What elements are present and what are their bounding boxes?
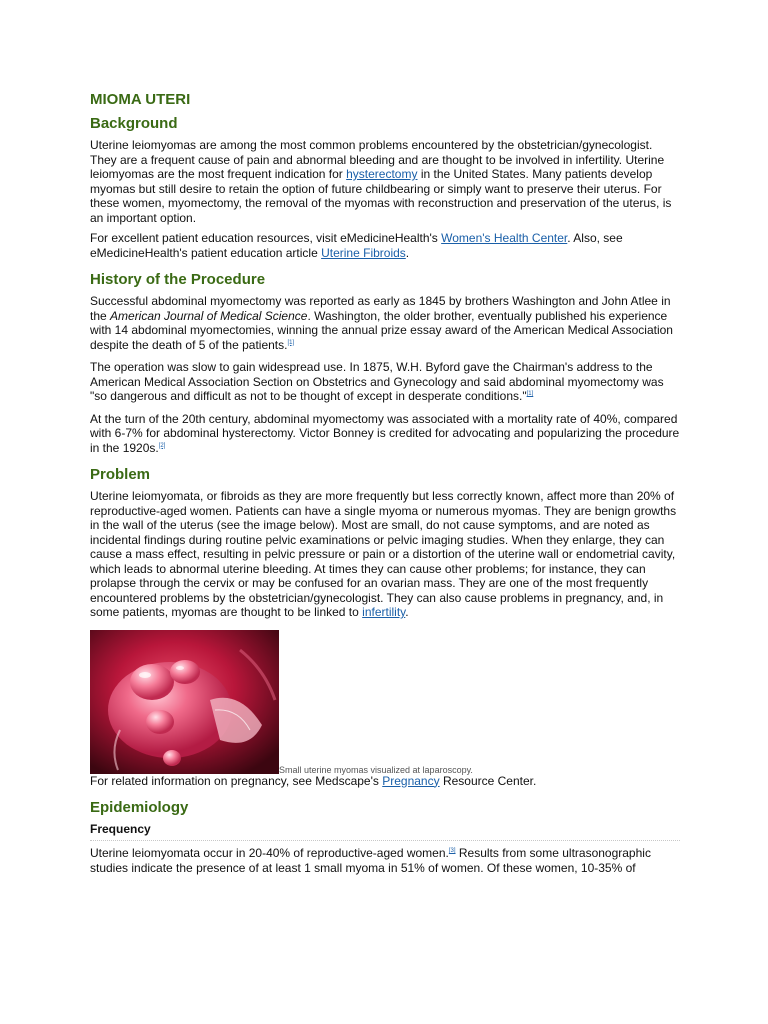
- page-title: MIOMA UTERI: [90, 91, 191, 108]
- problem-paragraph-1: Uterine leiomyomata, or fibroids as they are more frequently but less correctly known, affect more than 20% of reproductive-aged women. Patients can have a single myoma or numerous myomas. They are benign growths in the wall of the uterus (see the image below). Most are small, do not cause symptoms, and are noted as incidental findings during routine pelvic examinations or pelvic imaging studies. When they enlarge, they can cause a mass effect, resulting in pelvic pressure or pain or a distortion of the uterine wall or endometrial cavity, which leads to abnormal uterine bleeding. At times they can cause other problems; for instance, they can prolapse through the cervix or may be confused for an ovarian mass. They are one of the most frequently encountered problems by the obstetrician/gynecologist. They can also cause problems in pregnancy, and, in some patients, myomas are thought to be linked to infertility.: [90, 489, 677, 619]
- history-heading: History of the Procedure: [90, 271, 266, 288]
- history-paragraph-3: At the turn of the 20th century, abdominal myomectomy was associated with a mortality rate of 40%, compared with 6-7% for abdominal hysterectomy. Victor Bonney is credited for advocating and popularizing the procedure in the 1920s.[2]: [90, 411, 680, 455]
- womens-health-center-link[interactable]: Women's Health Center: [441, 231, 568, 245]
- image-caption: Small uterine myomas visualized at laparoscopy.: [279, 764, 473, 775]
- problem-paragraph-2: For related information on pregnancy, see Medscape's Pregnancy Resource Center.: [90, 773, 537, 788]
- hysterectomy-link[interactable]: hysterectomy: [346, 167, 418, 181]
- pregnancy-link[interactable]: Pregnancy: [382, 773, 440, 788]
- divider: [90, 840, 680, 841]
- epidemiology-heading: Epidemiology: [90, 799, 189, 816]
- background-paragraph-1: Uterine leiomyomas are among the most common problems encountered by the obstetrician/gynecologist. They are a frequent cause of pain and abnormal bleeding and are thought to be involved in infertility. Uterine leiomyomas are the most frequent indication for hysterectomy in the United States. Many patients develop myomas but still desire to retain the option of future childbearing or simply want to preserve their uterus. For these women, myomectomy, the removal of the myomas with reconstruction and preservation of the uterus, is an important option.: [90, 138, 672, 225]
- epidemiology-paragraph-1: Uterine leiomyomata occur in 20-40% of reproductive-aged women.[3] Results from some ultrasonographic studies indicate the presence of at least 1 small myoma in 51% of women. Of these women, 10-35% of: [90, 846, 651, 875]
- history-paragraph-2: The operation was slow to gain widespread use. In 1875, W.H. Byford gave the Chairman's address to the American Medical Association Section on Obstetrics and Gynecology and said abdominal myomectomy was "so dangerous and difficult as not to be thought of except in desperate conditions."[1]: [90, 360, 664, 403]
- laparoscopy-image: [90, 630, 279, 774]
- history-paragraph-1: Successful abdominal myomectomy was reported as early as 1845 by brothers Washington and John Atlee in the American Journal of Medical Science. Washington, the older brother, eventually published his experience with 14 abdominal myomectomies, winning the annual prize essay award of the American Medical Association despite the death of 5 of the patients.[1]: [90, 294, 673, 352]
- problem-heading: Problem: [90, 466, 151, 483]
- background-heading: Background: [90, 115, 178, 132]
- figure: [90, 630, 680, 774]
- reference-link[interactable]: [1]: [287, 339, 295, 346]
- reference-link[interactable]: [1]: [526, 391, 534, 397]
- reference-link[interactable]: [2]: [158, 442, 166, 449]
- background-paragraph-2: For excellent patient education resources, visit eMedicineHealth's Women's Health Center. Also, see eMedicineHealth's patient education article Uterine Fibroids.: [90, 231, 623, 260]
- uterine-fibroids-link[interactable]: Uterine Fibroids: [321, 245, 406, 260]
- frequency-subheading: Frequency: [90, 822, 151, 836]
- infertility-link[interactable]: infertility: [362, 605, 406, 619]
- article: [90, 90, 680, 875]
- reference-link[interactable]: [3]: [448, 848, 456, 854]
